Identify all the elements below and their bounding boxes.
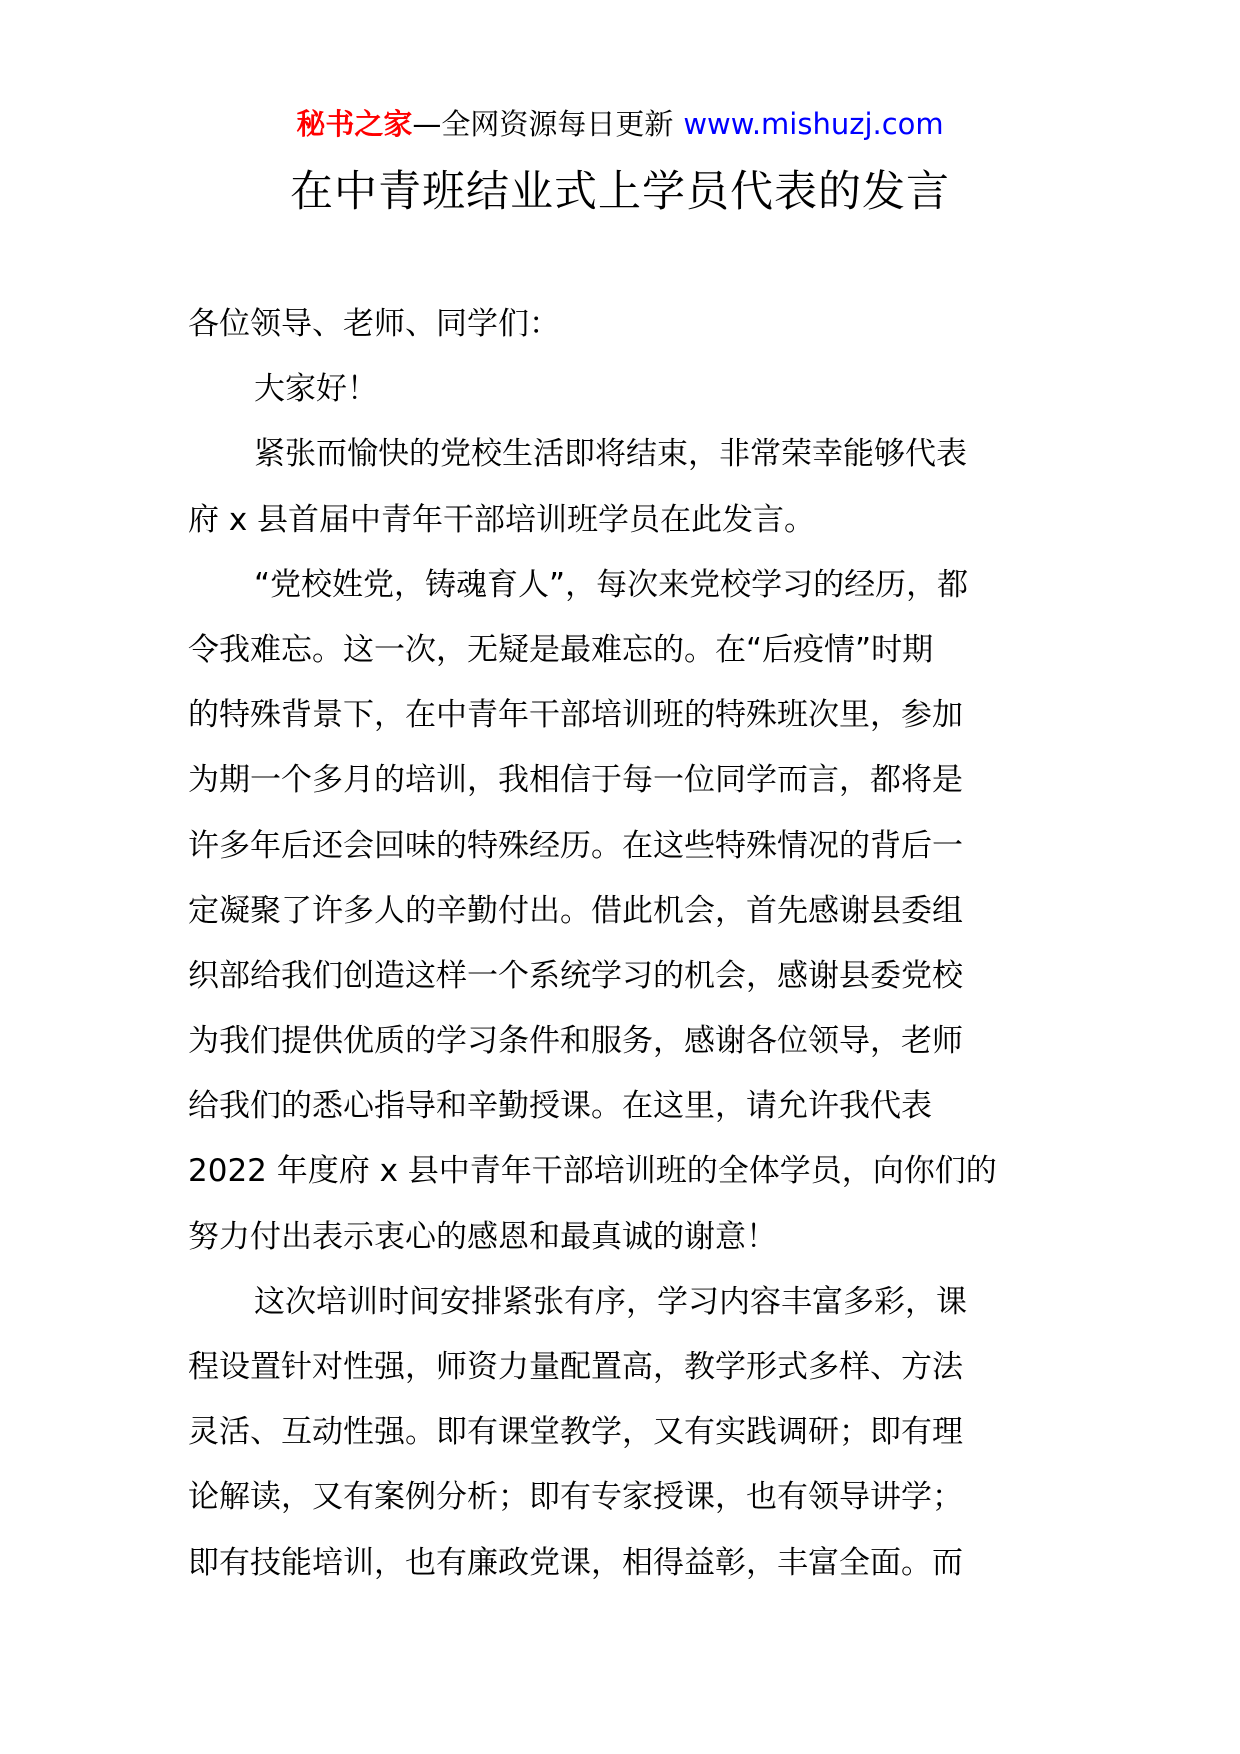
paragraph-2-line-9: 给我们的悉心指导和辛勤授课。在这里，请允许我代表 xyxy=(188,1088,932,1125)
paragraph-3-line-1: 这次培训时间安排紧张有序，学习内容丰富多彩，课 xyxy=(254,1283,967,1320)
banner-tagline: —全网资源每日更新 xyxy=(412,107,674,141)
site-url-link[interactable]: www.mishuzj.com xyxy=(683,107,944,141)
paragraph-3-line-3: 灵活、互动性强。即有课堂教学，又有实践调研；即有理 xyxy=(188,1414,963,1451)
paragraph-3-line-2: 程设置针对性强，师资力量配置高，教学形式多样、方法 xyxy=(188,1349,963,1385)
paragraph-2-line-4: 为期一个多月的培训，我相信于每一位同学而言，都将是 xyxy=(188,762,963,799)
paragraph-2-line-7: 织部给我们创造这样一个系统学习的机会，感谢县委党校 xyxy=(188,957,963,994)
paragraph-2-line-11: 努力付出表示衷心的感恩和最真诚的谢意！ xyxy=(188,1218,777,1255)
paragraph-2-line-2: 令我难忘。这一次，无疑是最难忘的。在“后疫情”时期 xyxy=(188,631,934,668)
site-banner xyxy=(0,104,1240,144)
paragraph-2-line-5: 许多年后还会回味的特殊经历。在这些特殊情况的背后一 xyxy=(188,827,963,864)
paragraph-2-line-3: 的特殊背景下，在中青年干部培训班的特殊班次里，参加 xyxy=(188,697,963,734)
greeting-line: 大家好！ xyxy=(254,371,378,408)
paragraph-2-line-6: 定凝聚了许多人的辛勤付出。借此机会，首先感谢县委组 xyxy=(188,892,963,929)
paragraph-1-line-2: 府 x 县首届中青年干部培训班学员在此发言。 xyxy=(188,501,816,538)
paragraph-3-line-5: 即有技能培训，也有廉政党课，相得益彰，丰富全面。而 xyxy=(188,1544,963,1581)
paragraph-2-line-8: 为我们提供优质的学习条件和服务，感谢各位领导，老师 xyxy=(188,1023,963,1060)
salutation-line: 各位领导、老师、同学们： xyxy=(188,306,560,342)
paragraph-1-line-1: 紧张而愉快的党校生活即将结束，非常荣幸能够代表 xyxy=(254,436,967,473)
paragraph-2-line-10: 2022 年度府 x 县中青年干部培训班的全体学员，向你们的 xyxy=(188,1153,997,1190)
document-title: 在中青班结业式上学员代表的发言 xyxy=(290,167,950,217)
brand-name: 秘书之家 xyxy=(296,107,413,141)
paragraph-2-line-1: “党校姓党，铸魂育人”，每次来党校学习的经历，都 xyxy=(254,566,969,603)
speech-body xyxy=(188,292,1058,1596)
paragraph-3-line-4: 论解读，又有案例分析；即有专家授课，也有领导讲学； xyxy=(188,1479,963,1516)
